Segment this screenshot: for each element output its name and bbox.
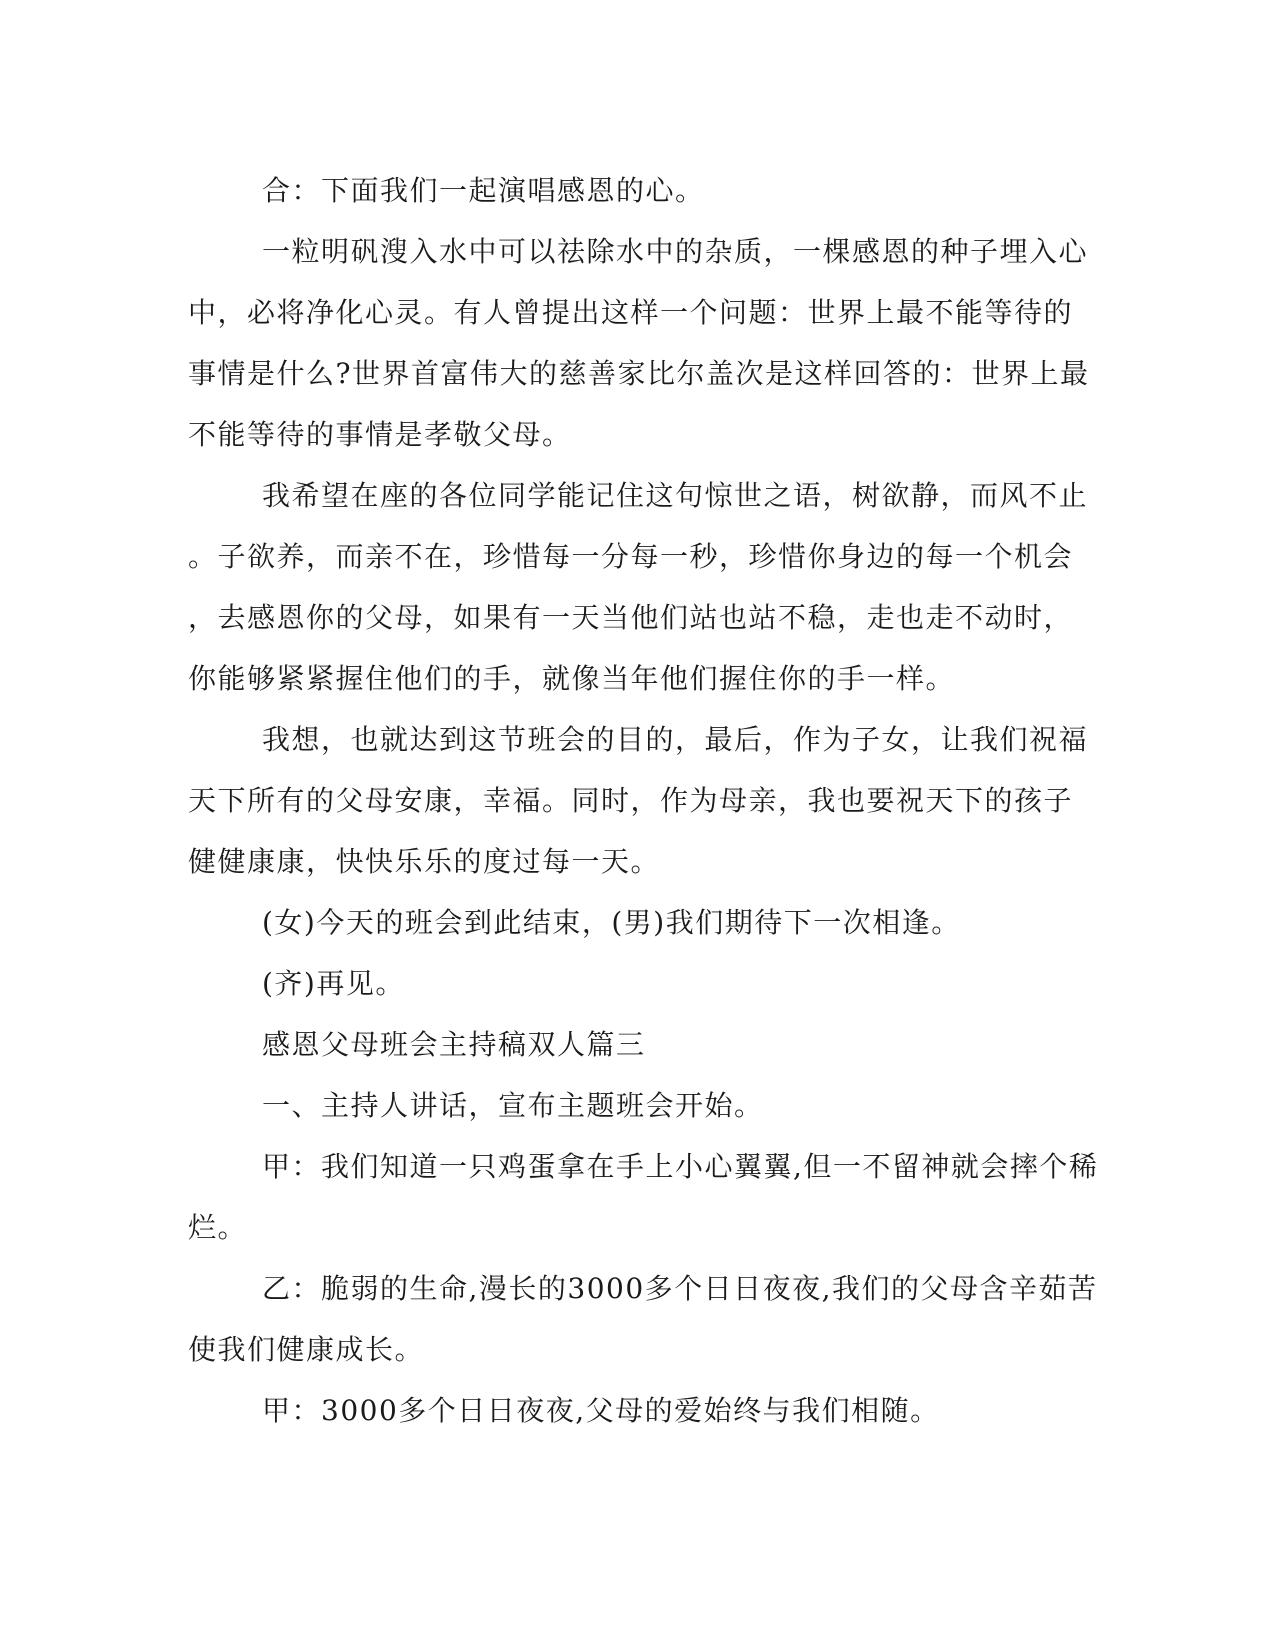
- document-body: [188, 160, 1099, 1441]
- text-line: 使我们健康成长。: [188, 1333, 425, 1366]
- text-line: 一、主持人讲话，宣布主题班会开始。: [262, 1089, 764, 1122]
- text-line: 健健康康，快快乐乐的度过每一天。: [188, 845, 661, 878]
- section-heading: 感恩父母班会主持稿双人篇三: [262, 1028, 646, 1061]
- text-line: 天下所有的父母安康，幸福。同时，作为母亲，我也要祝天下的孩子: [188, 784, 1074, 817]
- text-line: 甲：我们知道一只鸡蛋拿在手上小心翼翼,但一不留神就会摔个稀: [262, 1150, 1099, 1183]
- text-line: 乙：脆弱的生命,漫长的3000多个日日夜夜,我们的父母含辛茹苦: [262, 1272, 1098, 1305]
- text-line: 中，必将净化心灵。有人曾提出这样一个问题：世界上最不能等待的: [188, 296, 1074, 329]
- text-line: 合：下面我们一起演唱感恩的心。: [262, 174, 705, 207]
- text-line: 事情是什么?世界首富伟大的慈善家比尔盖次是这样回答的：世界上最: [188, 357, 1090, 390]
- text-line: 一粒明矾溲入水中可以祛除水中的杂质，一棵感恩的种子埋入心: [262, 235, 1089, 268]
- text-line: 。子欲养，而亲不在，珍惜每一分每一秒，珍惜你身边的每一个机会: [188, 540, 1074, 573]
- text-line: 我希望在座的各位同学能记住这句惊世之语，树欲静，而风不止: [262, 479, 1089, 512]
- text-line: ，去感恩你的父母，如果有一天当他们站也站不稳，走也走不动时，: [188, 601, 1074, 634]
- text-line: 烂。: [188, 1211, 248, 1244]
- text-line: 你能够紧紧握住他们的手，就像当年他们握住你的手一样。: [188, 662, 956, 695]
- text-line: (女)今天的班会到此结束，(男)我们期待下一次相逢。: [262, 906, 961, 939]
- text-line: 我想，也就达到这节班会的目的，最后，作为子女，让我们祝福: [262, 723, 1089, 756]
- text-line: 甲：3000多个日日夜夜,父母的爱始终与我们相随。: [262, 1394, 940, 1427]
- text-line: 不能等待的事情是孝敬父母。: [188, 418, 572, 451]
- text-line: (齐)再见。: [262, 967, 405, 1000]
